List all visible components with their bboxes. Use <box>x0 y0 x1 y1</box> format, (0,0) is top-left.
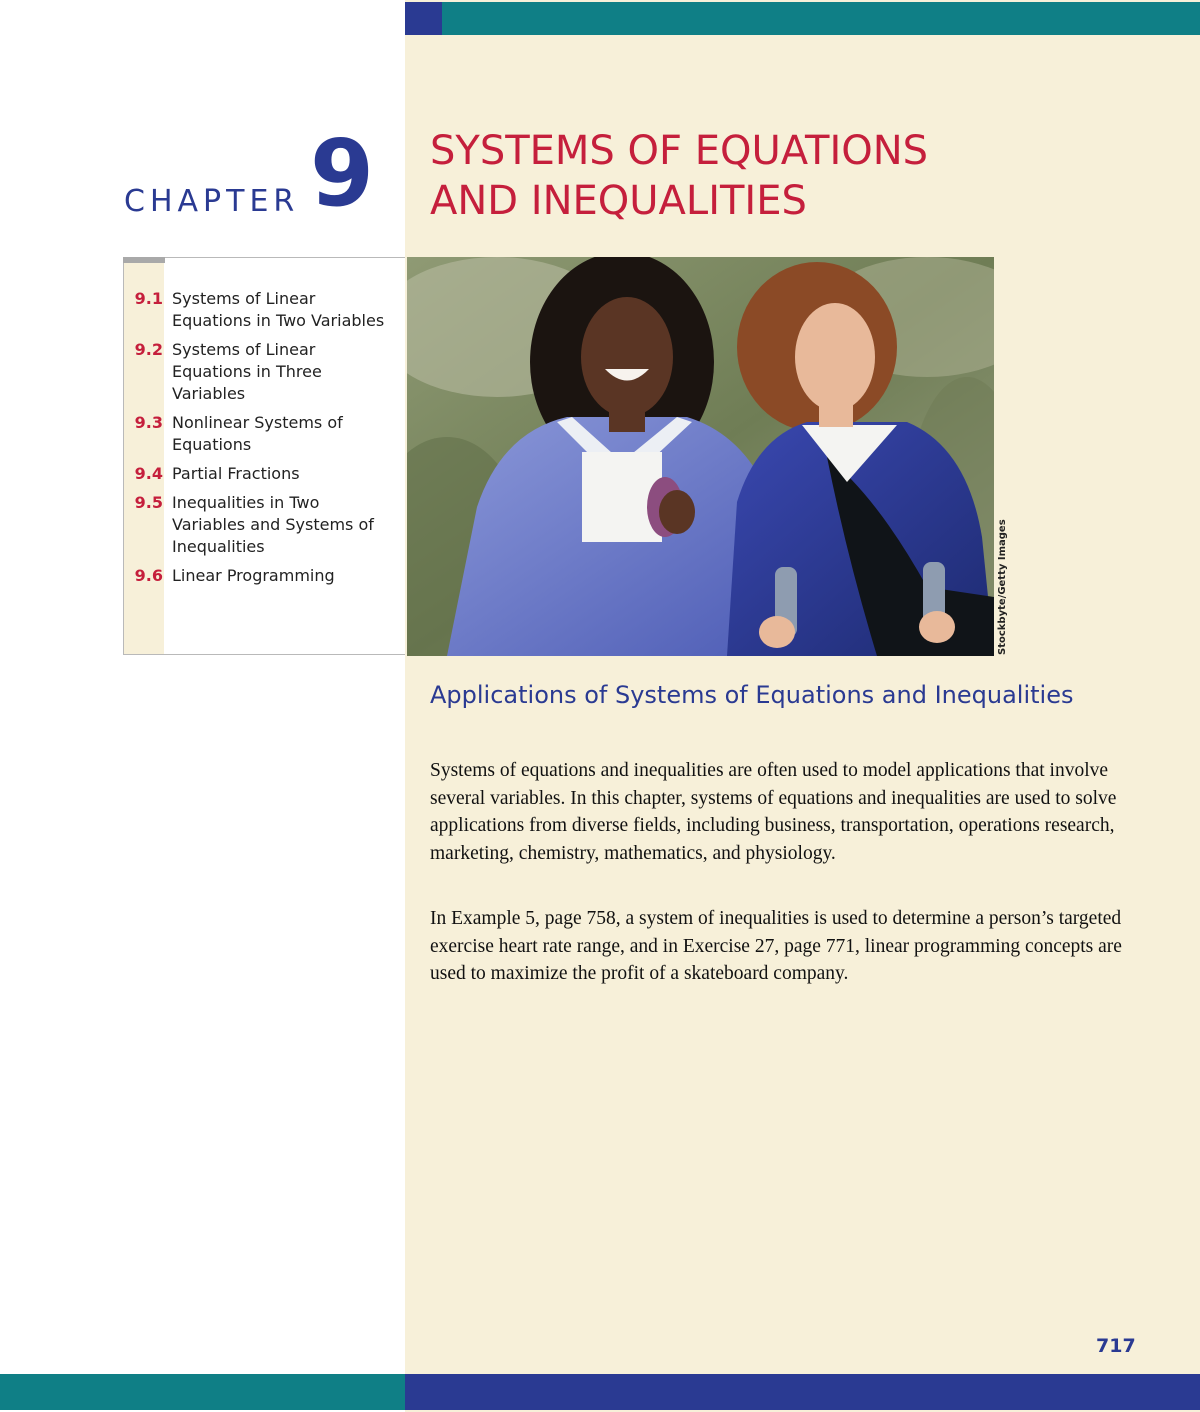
toc-item-title: Inequalities in Two Variables and Systems of Inequalities <box>172 493 374 556</box>
toc-item-title: Systems of Linear Equations in Two Variables <box>172 289 385 330</box>
toc-item-number: 9.1 <box>134 289 163 308</box>
toc-item-number: 9.4 <box>134 464 163 483</box>
toc-item[interactable] <box>124 412 404 456</box>
toc-tab <box>123 257 165 263</box>
chapter-title-line: AND INEQUALITIES <box>430 178 807 224</box>
toc-item[interactable] <box>124 565 404 587</box>
toc-item-number: 9.3 <box>134 413 163 432</box>
toc-item-number: 9.5 <box>134 493 163 512</box>
toc-item[interactable] <box>124 288 404 332</box>
top-bar <box>442 2 1200 35</box>
bottom-bar-left <box>0 1374 405 1410</box>
toc-item[interactable] <box>124 463 404 485</box>
toc-item-title: Linear Programming <box>172 566 335 585</box>
toc-item-number: 9.2 <box>134 340 163 359</box>
chapter-photo <box>407 257 994 656</box>
section-heading: Applications of Systems of Equations and Inequalities <box>430 681 1074 709</box>
top-bar-accent <box>405 2 442 35</box>
toc-item-title: Partial Fractions <box>172 464 300 483</box>
photo-credit: Stockbyte/Getty Images <box>997 519 1008 655</box>
photo-illustration <box>407 257 994 656</box>
bottom-bar-right <box>405 1374 1200 1410</box>
toc-item-number: 9.6 <box>134 566 163 585</box>
toc-item[interactable] <box>124 492 404 558</box>
toc-list <box>124 288 404 594</box>
toc-item-title: Nonlinear Systems of Equations <box>172 413 343 454</box>
table-of-contents <box>123 257 405 655</box>
chapter-title-line: SYSTEMS OF EQUATIONS <box>430 128 929 174</box>
chapter-number: 9 <box>310 120 375 227</box>
chapter-title <box>430 126 1050 226</box>
body-paragraph: Systems of equations and inequalities are often used to model applications that involve several variables. In this chapter, systems of equations and inequalities are used to solve applications from diverse fields, including business, transportation, operations research, marketing, chemistry, mathematics, and physiology. <box>430 760 1117 864</box>
toc-item-title: Systems of Linear Equations in Three Variables <box>172 340 322 403</box>
toc-item[interactable] <box>124 339 404 405</box>
chapter-label: CHAPTER <box>124 184 300 219</box>
page-number: 717 <box>1096 1335 1136 1357</box>
body-paragraph: In Example 5, page 758, a system of inequalities is used to determine a person’s targeted exercise heart rate range, and in Exercise 27, page 771, linear programming concepts are used to maximize the profit of a skateboard company. <box>430 908 1122 984</box>
